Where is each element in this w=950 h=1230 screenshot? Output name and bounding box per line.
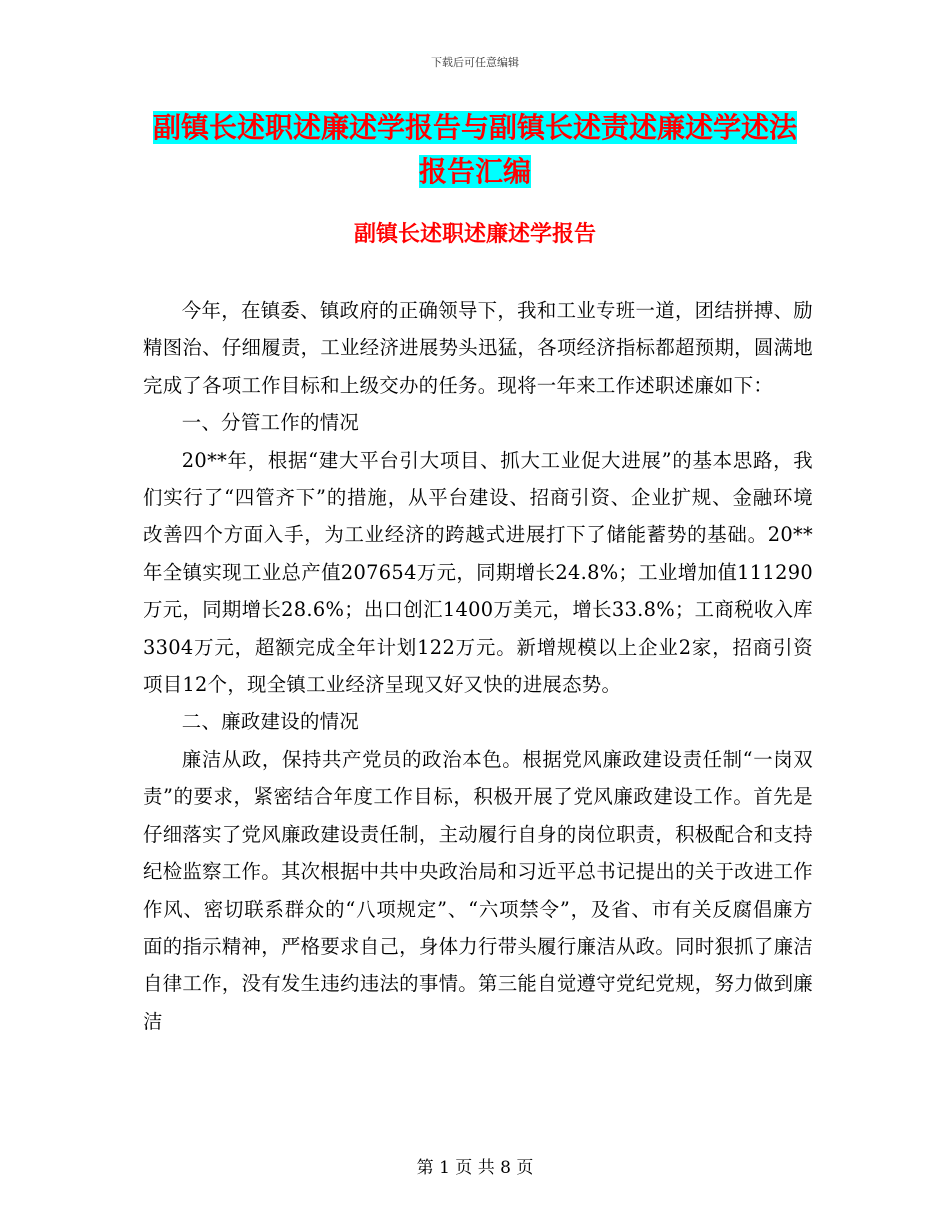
header-note: 下载后可任意编辑 [431,56,519,69]
heading-section-2: 二、廉政建设的情况 [181,710,360,734]
section-title: 副镇长述职述廉述学报告 [353,222,596,247]
heading-section-1: 一、分管工作的情况 [181,411,360,435]
document-title-line-2 [0,152,950,192]
document-title-line-1-text: 副镇长述职述廉述学报告与副镇长述责述廉述学述法 [152,111,797,144]
document-title-line-1 [0,108,950,148]
document-body [143,292,813,1040]
document-title-line-2-text: 报告汇编 [418,155,531,188]
paragraph-section-1: 20**年，根据“建大平台引大项目、抓大工业促大进展”的基本思路，我们实行了“四管齐下”的措施，从平台建设、招商引资、企业扩规、金融环境改善四个方面入手，为工业经济的跨越式进展打下了储能蓄势的基础。20**年全镇实现工业总产值207654万元，同期增长24.8%；工业增加值111290万元，同期增长28.6%；出口创汇1400万美元，增长33.8%；工商税收入库3304万元，超额完成全年计划122万元。新增规模以上企业2家，招商引资项目12个，现全镇工业经济呈现又好又快的进展态势。 [143,448,813,697]
paragraph-intro: 今年，在镇委、镇政府的正确领导下，我和工业专班一道，团结拼搏、励精图治、仔细履责，工业经济进展势头迅猛，各项经济指标都超预期，圆满地完成了各项工作目标和上级交办的任务。现将一年来工作述职述廉如下： [143,299,813,397]
paragraph-section-2: 廉洁从政，保持共产党员的政治本色。根据党风廉政建设责任制“一岗双责”的要求，紧密结合年度工作目标，积极开展了党风廉政建设工作。首先是仔细落实了党风廉政建设责任制，主动履行自身的岗位职责，积极配合和支持纪检监察工作。其次根据中共中央政治局和习近平总书记提出的关于改进工作作风、密切联系群众的“八项规定”、“六项禁令”，及省、市有关反腐倡廉方面的指示精神，严格要求自己，身体力行带头履行廉洁从政。同时狠抓了廉洁自律工作，没有发生违约违法的事情。第三能自觉遵守党纪党规，努力做到廉洁 [143,747,813,1033]
page-number: 第 1 页 共 8 页 [416,1158,534,1178]
